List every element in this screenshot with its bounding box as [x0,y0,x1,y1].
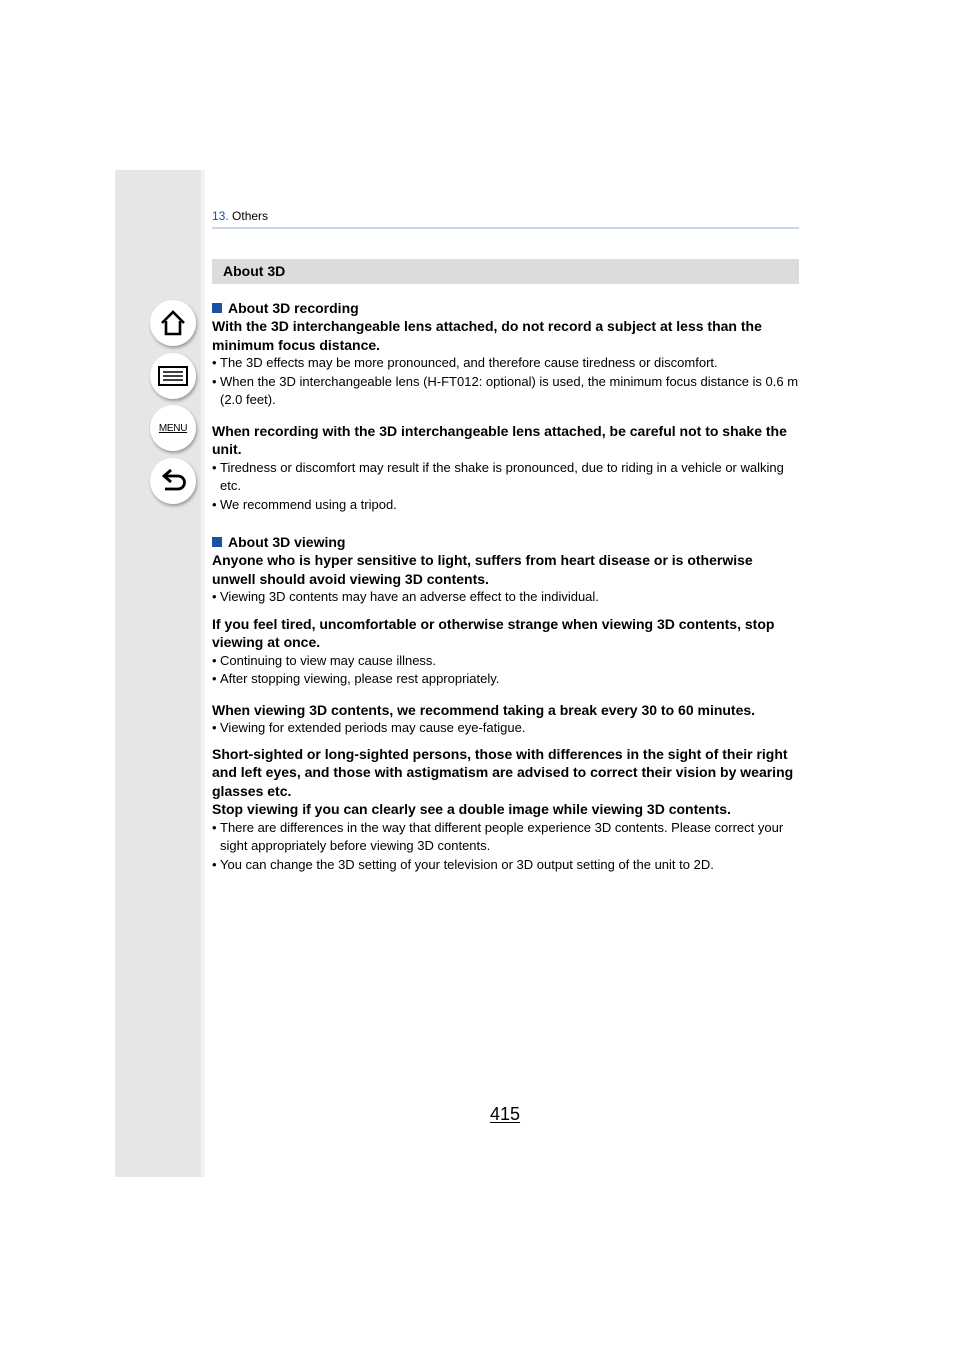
bullet-item: • There are differences in the way that different people experience 3D contents. Please correct your sight appropriately before viewing 3D contents. [212,819,799,856]
return-arrow-icon [158,466,188,496]
subheading-3d-viewing: About 3D viewing [212,533,799,551]
paragraph: Anyone who is hyper sensitive to light, suffers from heart disease or is otherwise unwell should avoid viewing 3D contents. [212,552,753,587]
section-header [212,259,799,284]
square-bullet-icon [212,303,222,313]
home-button[interactable] [150,300,196,346]
body-text [212,299,799,874]
bullet-item: • The 3D effects may be more pronounced, and therefore cause tiredness or discomfort. [212,354,799,373]
page-number: 415 [490,1104,521,1124]
section-title: About 3D [223,263,286,279]
paragraph: When viewing 3D contents, we recommend taking a break every 30 to 60 minutes. [212,701,756,718]
contents-list-button[interactable] [150,353,196,399]
paragraph: When recording with the 3D interchangeable lens attached, be careful not to shake the unit. [212,422,787,457]
breadcrumb [212,209,268,224]
sidebar-edge [201,170,205,1177]
paragraph: With the 3D interchangeable lens attached, do not record a subject at less than the minimum focus distance. [212,318,762,353]
bullet-item: • Continuing to view may cause illness. [212,652,799,671]
bullet-item: • You can change the 3D setting of your television or 3D output setting of the unit to 2D. [212,856,799,875]
bullet-item: • Viewing for extended periods may cause eye-fatigue. [212,719,799,738]
bullet-item: • We recommend using a tripod. [212,496,799,515]
bullet-item: • When the 3D interchangeable lens (H-FT012: optional) is used, the minimum focus distance is 0.6 m (2.0 feet). [212,373,799,410]
list-icon [157,364,189,388]
bullet-item: • Tiredness or discomfort may result if the shake is pronounced, due to riding in a vehicle or walking etc. [212,459,799,496]
bullet-item: • After stopping viewing, please rest appropriately. [212,670,799,689]
chapter-title: Others [232,209,269,223]
menu-button[interactable] [150,405,196,451]
paragraph: If you feel tired, uncomfortable or otherwise strange when viewing 3D contents, stop viewing at once. [212,615,775,650]
square-bullet-icon [212,537,222,547]
paragraph: Stop viewing if you can clearly see a double image while viewing 3D contents. [212,801,731,817]
back-button[interactable] [150,458,196,504]
home-icon [158,308,188,338]
paragraph: Short-sighted or long-sighted persons, those with differences in the sight of their right and left eyes, and those with astigmatism are advised to correct their vision by wearing glasses etc. [212,745,794,799]
bullet-item: • Viewing 3D contents may have an adverse effect to the individual. [212,588,799,607]
chapter-number: 13. [212,209,229,223]
subheading-3d-recording: About 3D recording [212,299,799,317]
breadcrumb-divider [212,227,799,229]
menu-label: MENU [158,422,188,434]
